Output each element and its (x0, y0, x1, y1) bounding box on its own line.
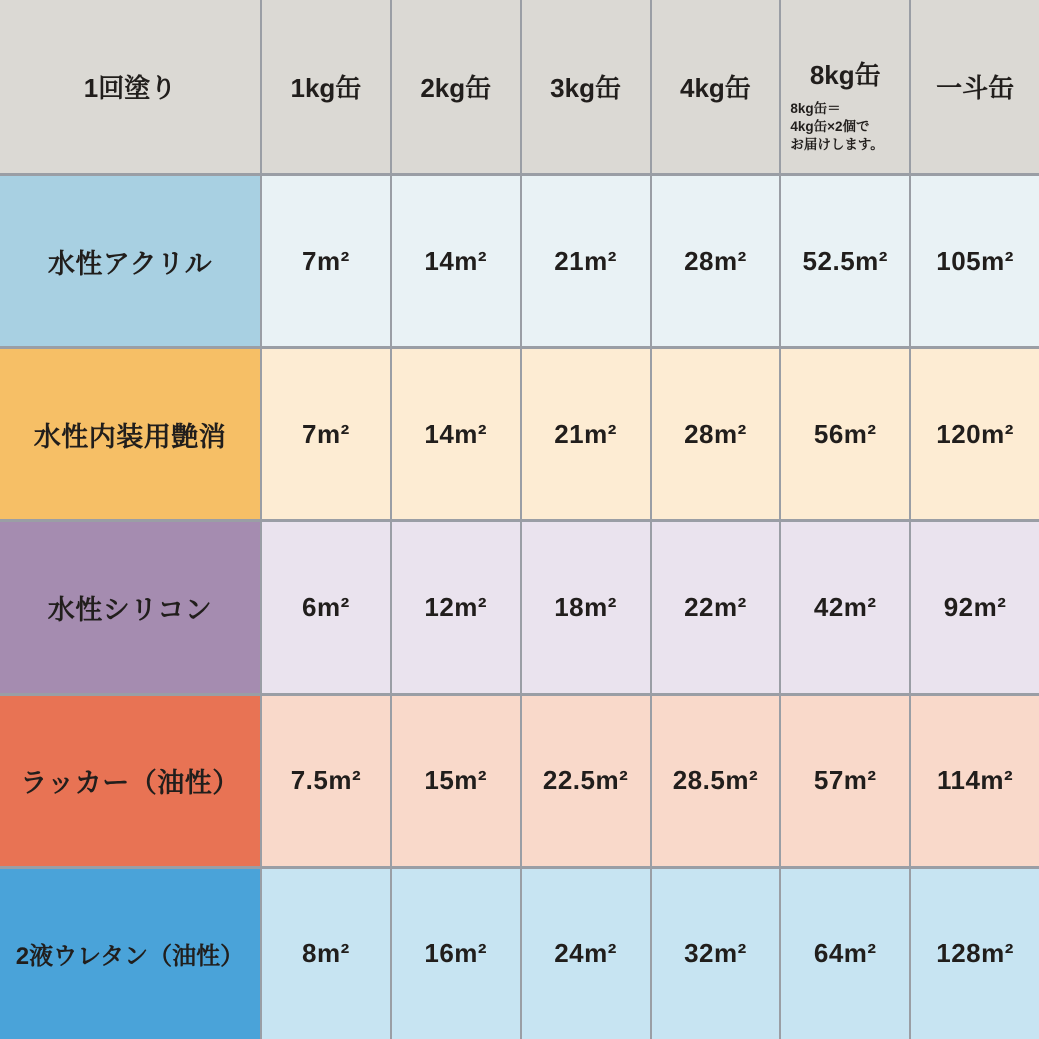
table-cell: 22.5m² (522, 696, 650, 866)
table-cell: 12m² (392, 522, 520, 692)
note-line: お届けします。 (790, 137, 884, 153)
header-8kg-note (781, 100, 909, 155)
header-row-label: 1回塗り (0, 0, 260, 173)
table-cell: 22m² (652, 522, 780, 692)
column-header-3kg: 3kg缶 (522, 0, 650, 173)
table-cell: 92m² (911, 522, 1039, 692)
row-label-urethane-yusei: 2液ウレタン（油性） (0, 869, 260, 1039)
table-cell: 28m² (652, 176, 780, 346)
row-label-lacquer-yusei: ラッカー（油性） (0, 696, 260, 866)
table-cell: 21m² (522, 349, 650, 519)
row-label-suisei-naisou-tsuyakeshi: 水性内装用艶消 (0, 349, 260, 519)
table-cell: 57m² (781, 696, 909, 866)
table-cell: 6m² (262, 522, 390, 692)
column-header-8kg-label: 8kg缶 (809, 60, 881, 90)
column-header-2kg: 2kg缶 (392, 0, 520, 173)
table-cell: 7m² (262, 349, 390, 519)
column-header-8kg (781, 0, 909, 173)
table-cell: 128m² (911, 869, 1039, 1039)
table-cell: 8m² (262, 869, 390, 1039)
column-header-1kg: 1kg缶 (262, 0, 390, 173)
table-cell: 64m² (781, 869, 909, 1039)
table-cell: 42m² (781, 522, 909, 692)
table-cell: 7m² (262, 176, 390, 346)
table-cell: 56m² (781, 349, 909, 519)
table-cell: 16m² (392, 869, 520, 1039)
table-cell: 14m² (392, 176, 520, 346)
table-cell: 28m² (652, 349, 780, 519)
row-label-suisei-silicon: 水性シリコン (0, 522, 260, 692)
column-header-itto: 一斗缶 (911, 0, 1039, 173)
table-cell: 32m² (652, 869, 780, 1039)
table-cell: 18m² (522, 522, 650, 692)
table-cell: 15m² (392, 696, 520, 866)
table-cell: 24m² (522, 869, 650, 1039)
table-cell: 105m² (911, 176, 1039, 346)
table-cell: 7.5m² (262, 696, 390, 866)
row-label-suisei-acrylic: 水性アクリル (0, 176, 260, 346)
column-header-4kg: 4kg缶 (652, 0, 780, 173)
note-line: 8kg缶＝ (790, 101, 841, 116)
table-cell: 14m² (392, 349, 520, 519)
table-cell: 21m² (522, 176, 650, 346)
table-cell: 114m² (911, 696, 1039, 866)
table-cell: 52.5m² (781, 176, 909, 346)
table-cell: 120m² (911, 349, 1039, 519)
table-cell: 28.5m² (652, 696, 780, 866)
note-line: 4kg缶×2個で (790, 119, 870, 135)
